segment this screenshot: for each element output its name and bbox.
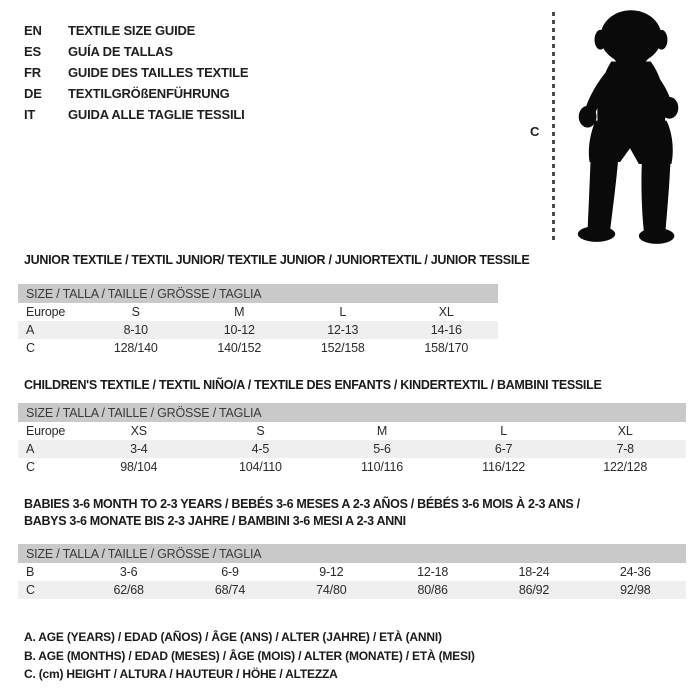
cell-value: 5-6 [373,442,391,456]
language-row-en [24,20,248,41]
size-header-row [18,284,498,303]
footnote-b: B. AGE (MONTHS) / EDAD (MESES) / ÂGE (MOIS) / ALTER (MONATE) / ETÀ (MESI) [24,648,475,663]
row-label: Europe [26,305,66,319]
babies-size-table [18,544,686,599]
size-header-row [18,544,686,563]
cell-value: 18-24 [518,565,550,579]
language-title: TEXTILE SIZE GUIDE [68,23,196,38]
babies-textile-section [18,496,686,599]
cell-value: 158/170 [424,341,469,355]
row-label: A [26,442,35,456]
cell-value: 128/140 [113,341,158,355]
table-row-a [18,321,498,339]
cell-value: S [256,424,265,438]
cell-value: 116/122 [482,460,525,474]
cell-value: 74/80 [316,583,347,597]
footnote-c: C. (cm) HEIGHT / ALTURA / HAUTEUR / HÖHE / ALTEZZA [24,667,338,681]
language-code: DE [24,86,42,101]
cell-value: L [500,424,507,438]
cell-value: 80/86 [417,583,448,597]
cell-value: 86/92 [518,583,550,597]
cell-value: XS [130,424,147,438]
table-title-line: BABIES 3-6 MONTH TO 2-3 YEARS / BEBÉS 3-6 MESES A 2-3 AÑOS / BÉBÉS 3-6 MOIS À 2-3 ANS / [24,497,580,511]
footnote-a: A. AGE (YEARS) / EDAD (AÑOS) / ÂGE (ANS) / ALTER (JAHRE) / ETÀ (ANNI) [24,630,442,644]
language-title: GUIDA ALLE TAGLIE TESSILI [68,107,245,122]
cell-value: M [234,305,245,319]
cell-value: 8-10 [123,323,148,337]
cell-value: 104/110 [238,460,282,474]
cell-value: 9-12 [319,565,344,579]
cell-value: 152/158 [320,341,365,355]
cell-value: M [376,424,388,438]
language-code: IT [24,107,36,122]
cell-value: 7-8 [616,442,634,456]
table-title-line: JUNIOR TEXTILE / TEXTIL JUNIOR/ TEXTILE JUNIOR / JUNIORTEXTIL / JUNIOR TESSILE [24,253,530,267]
size-header-row [18,403,686,422]
childrens-table-title [24,377,686,394]
cell-value: 12-13 [327,323,359,337]
table-row-b [18,563,686,581]
cell-value: 12-18 [417,565,449,579]
size-header: SIZE / TALLA / TAILLE / GRÖSSE / TAGLIA [18,403,686,422]
row-label: C [26,583,35,597]
table-row-europe [18,422,686,440]
table-row-c [18,458,686,476]
language-row-fr [24,62,248,83]
language-list [24,20,248,125]
cell-value: 68/74 [214,583,246,597]
cell-value: 110/116 [361,460,403,474]
cell-value: 14-16 [430,323,462,337]
childrens-size-table [18,403,686,476]
cell-value: 140/152 [217,341,262,355]
babies-table-title [24,496,686,530]
language-code: FR [24,65,41,80]
row-label: B [26,565,35,579]
junior-textile-section [18,252,530,357]
cell-value: XL [438,305,454,319]
childrens-textile-section [18,377,686,476]
row-label: Europe [26,424,66,438]
footnotes [24,628,475,684]
language-title: GUÍA DE TALLAS [68,44,173,59]
height-measure-dotted-line [552,12,555,244]
cell-value: S [131,305,140,319]
cell-value: 3-6 [119,565,138,579]
size-header: SIZE / TALLA / TAILLE / GRÖSSE / TAGLIA [18,284,498,303]
table-title-line: CHILDREN'S TEXTILE / TEXTIL NIÑO/A / TEXTILE DES ENFANTS / KINDERTEXTIL / BAMBINI TESSILE [24,378,602,392]
junior-table-title [24,252,530,269]
cell-value: 10-12 [223,323,255,337]
cell-value: 24-36 [619,565,651,579]
toddler-silhouette [561,6,699,252]
cell-value: 92/98 [620,583,651,597]
cell-value: 4-5 [251,442,270,456]
row-label: C [26,341,35,355]
cell-value: L [339,305,347,319]
language-row-it [24,104,248,125]
row-label: A [26,323,35,337]
language-title: GUIDE DES TAILLES TEXTILE [68,65,249,80]
language-row-es [24,41,248,62]
table-row-c [18,581,686,599]
cell-value: 6-7 [494,442,513,456]
language-title: TEXTILGRÖßENFÜHRUNG [68,86,230,101]
cell-value: 62/68 [113,583,144,597]
table-title-line: BABYS 3-6 MONATE BIS 2-3 JAHRE / BAMBINI 3-6 MESI A 2-3 ANNI [24,514,406,528]
table-row-a [18,440,686,458]
measure-label-c: C [530,124,540,139]
cell-value: 6-9 [221,565,239,579]
size-header: SIZE / TALLA / TAILLE / GRÖSSE / TAGLIA [18,544,686,563]
language-code: EN [24,23,42,38]
cell-value: 98/104 [120,460,158,474]
row-label: C [26,460,35,474]
table-row-europe [18,303,498,321]
cell-value: 3-4 [130,442,148,456]
junior-size-table [18,284,498,357]
language-code: ES [24,44,41,59]
cell-value: 122/128 [603,460,648,474]
cell-value: XL [617,424,633,438]
language-row-de [24,83,248,104]
table-row-c [18,339,498,357]
